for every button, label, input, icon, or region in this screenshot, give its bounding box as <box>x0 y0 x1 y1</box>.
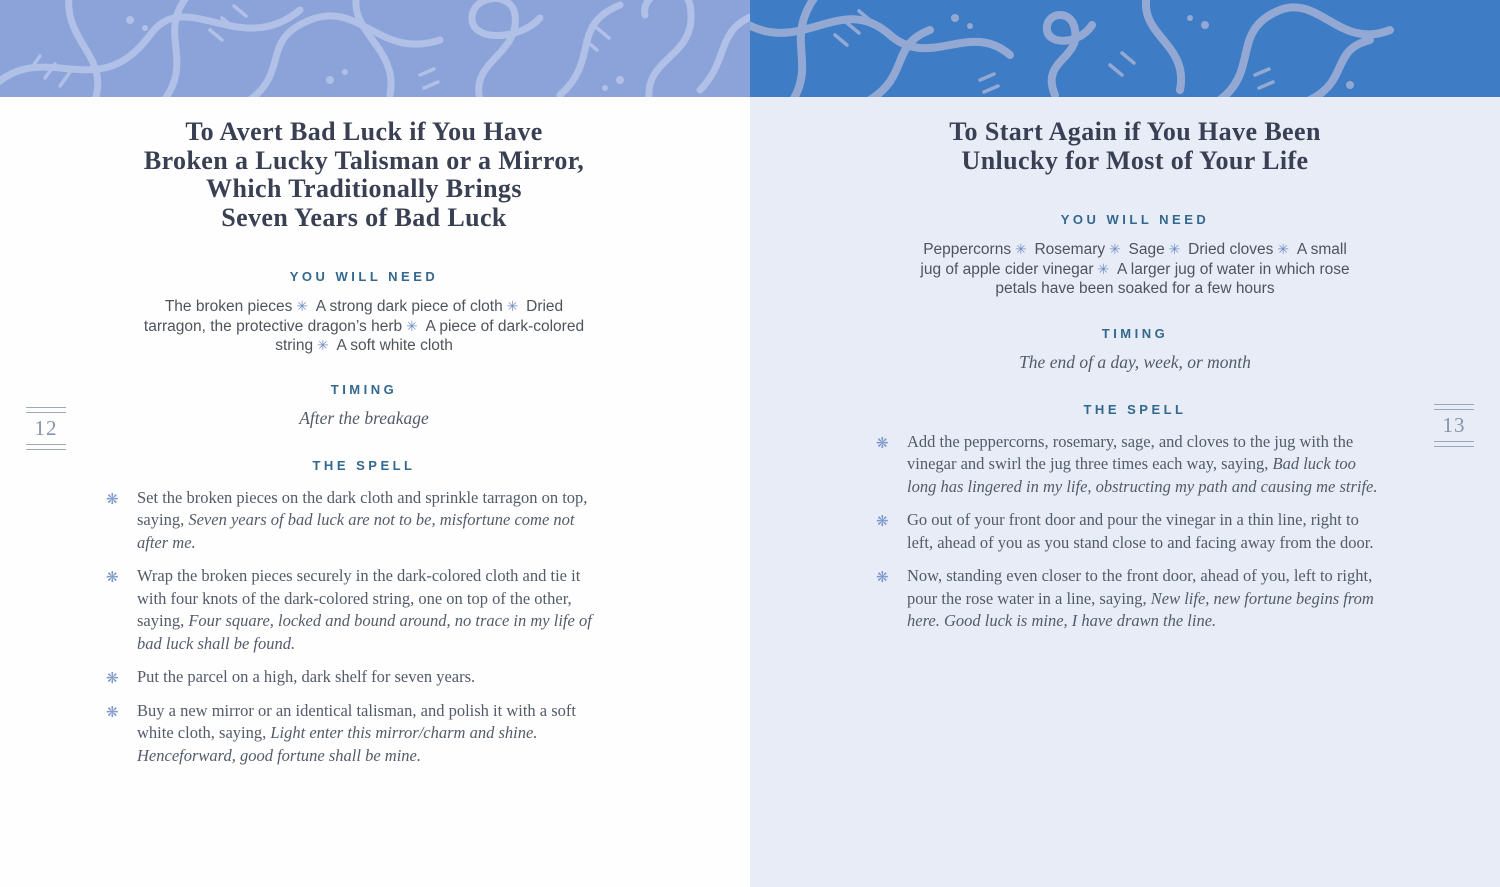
timing-heading: TIMING <box>1101 325 1169 341</box>
double-rule <box>1434 441 1474 447</box>
timing-heading: TIMING <box>330 381 398 397</box>
asterisk-separator-icon: ✳ <box>313 337 337 353</box>
you-will-need-heading: YOU WILL NEED <box>289 269 439 284</box>
ingredient-item: A larger jug of water in which rose petals have been soaked for a few hours <box>995 260 1350 297</box>
snowflake-bullet-icon: ❋ <box>876 568 889 586</box>
ingredient-item: Sage <box>1128 241 1165 258</box>
title-line: Seven Years of Bad Luck <box>221 202 507 232</box>
spell-step <box>106 487 598 555</box>
spell-step-text: Put the parcel on a high, dark shelf for seven years. <box>137 667 476 686</box>
page-number-tab <box>1434 404 1474 447</box>
timing-value: The end of a day, week, or month <box>1019 351 1251 372</box>
asterisk-separator-icon: ✳ <box>402 317 426 334</box>
spell-step <box>106 565 598 655</box>
spell-steps <box>876 431 1381 633</box>
title-line: To Avert Bad Luck if You Have <box>185 117 543 146</box>
right-page <box>750 97 1500 887</box>
ingredient-item: A piece of dark-colored string <box>275 317 585 354</box>
ingredient-item: A small jug of apple cider vinegar <box>920 241 1347 278</box>
spell-step-text: Now, standing even closer to the front door, ahead of you, left to right, pour the rose water in a line, saying, New life, new fortune begins from here. Good luck is mine, I have drawn the line. <box>907 566 1374 630</box>
page-title <box>868 118 1402 175</box>
snowflake-bullet-icon: ❋ <box>106 702 119 721</box>
spell-step-text: Buy a new mirror or an identical talisman, and polish it with a soft white cloth, saying, Light enter this mirror/charm and shine. Henceforward, good fortune shall be mine. <box>137 700 576 765</box>
double-rule <box>26 407 66 413</box>
page-title <box>104 118 624 232</box>
double-rule <box>26 444 66 450</box>
ingredients-list <box>142 297 586 356</box>
asterisk-separator-icon: ✳ <box>1011 241 1035 257</box>
spell-steps <box>106 487 598 768</box>
ingredient-item: A soft white cloth <box>336 337 453 354</box>
snowflake-bullet-icon: ❋ <box>876 433 889 452</box>
spell-step-text: Wrap the broken pieces securely in the dark-colored cloth and tie it with four knots of the dark-colored string, one on top of the other, saying, Four square, locked and bound around, no trace in my life of bad luck shall be found. <box>137 566 592 653</box>
page-number: 13 <box>1442 413 1466 437</box>
spell-step <box>876 431 1381 499</box>
floral-engraving-pattern <box>750 0 1500 97</box>
double-rule <box>1434 404 1474 410</box>
the-spell-heading: THE SPELL <box>1083 401 1187 417</box>
spell-step-text: Add the peppercorns, rosemary, sage, and cloves to the jug with the vinegar and swirl the jug three times each way, saying, Bad luck too long has lingered in my life, obstructing my path and causing me strife. <box>907 431 1378 496</box>
snowflake-bullet-icon: ❋ <box>106 669 119 687</box>
you-will-need-heading: YOU WILL NEED <box>1060 212 1210 227</box>
spell-step-text: Set the broken pieces on the dark cloth and sprinkle tarragon on top, saying, Seven years of bad luck are not to be, misfortune come not after me. <box>137 487 588 552</box>
spell-step <box>106 666 598 689</box>
left-page <box>0 97 750 887</box>
right-band <box>750 0 1500 97</box>
snowflake-bullet-icon: ❋ <box>106 568 119 586</box>
ingredient-item: Dried tarragon, the protective dragon’s herb <box>143 298 564 335</box>
left-band <box>0 0 750 97</box>
ingredient-item: The broken pieces <box>164 298 293 315</box>
asterisk-separator-icon: ✳ <box>292 298 316 314</box>
timing-value: After the breakage <box>299 407 429 428</box>
asterisk-separator-icon: ✳ <box>1105 241 1129 257</box>
title-line: Unlucky for Most of Your Life <box>961 145 1309 175</box>
title-line: Which Traditionally Brings <box>206 174 522 203</box>
left-page-content <box>104 118 624 778</box>
title-line: To Start Again if You Have Been <box>949 117 1321 146</box>
spell-step-text: Go out of your front door and pour the vinegar in a thin line, right to left, ahead of you as you stand close to and facing away from the door. <box>907 510 1374 552</box>
right-page-content <box>868 118 1402 644</box>
ingredient-item: Peppercorns <box>923 241 1012 258</box>
ingredient-item: Dried cloves <box>1188 241 1274 258</box>
snowflake-bullet-icon: ❋ <box>106 489 119 508</box>
asterisk-separator-icon: ✳ <box>1273 241 1297 257</box>
spell-step <box>876 565 1381 633</box>
page-number-tab <box>26 407 66 450</box>
asterisk-separator-icon: ✳ <box>1093 260 1117 277</box>
snowflake-bullet-icon: ❋ <box>876 512 889 530</box>
ingredient-item: Rosemary <box>1034 241 1106 258</box>
asterisk-separator-icon: ✳ <box>502 298 527 314</box>
spell-step <box>876 509 1381 554</box>
floral-engraving-pattern <box>0 0 750 97</box>
page-number: 12 <box>34 416 58 440</box>
asterisk-separator-icon: ✳ <box>1164 241 1189 257</box>
ingredient-item: A strong dark piece of cloth <box>315 298 503 315</box>
the-spell-heading: THE SPELL <box>312 457 416 473</box>
ingredients-list <box>913 240 1357 299</box>
spell-step <box>106 700 598 768</box>
title-line: Broken a Lucky Talisman or a Mirror, <box>143 145 585 175</box>
